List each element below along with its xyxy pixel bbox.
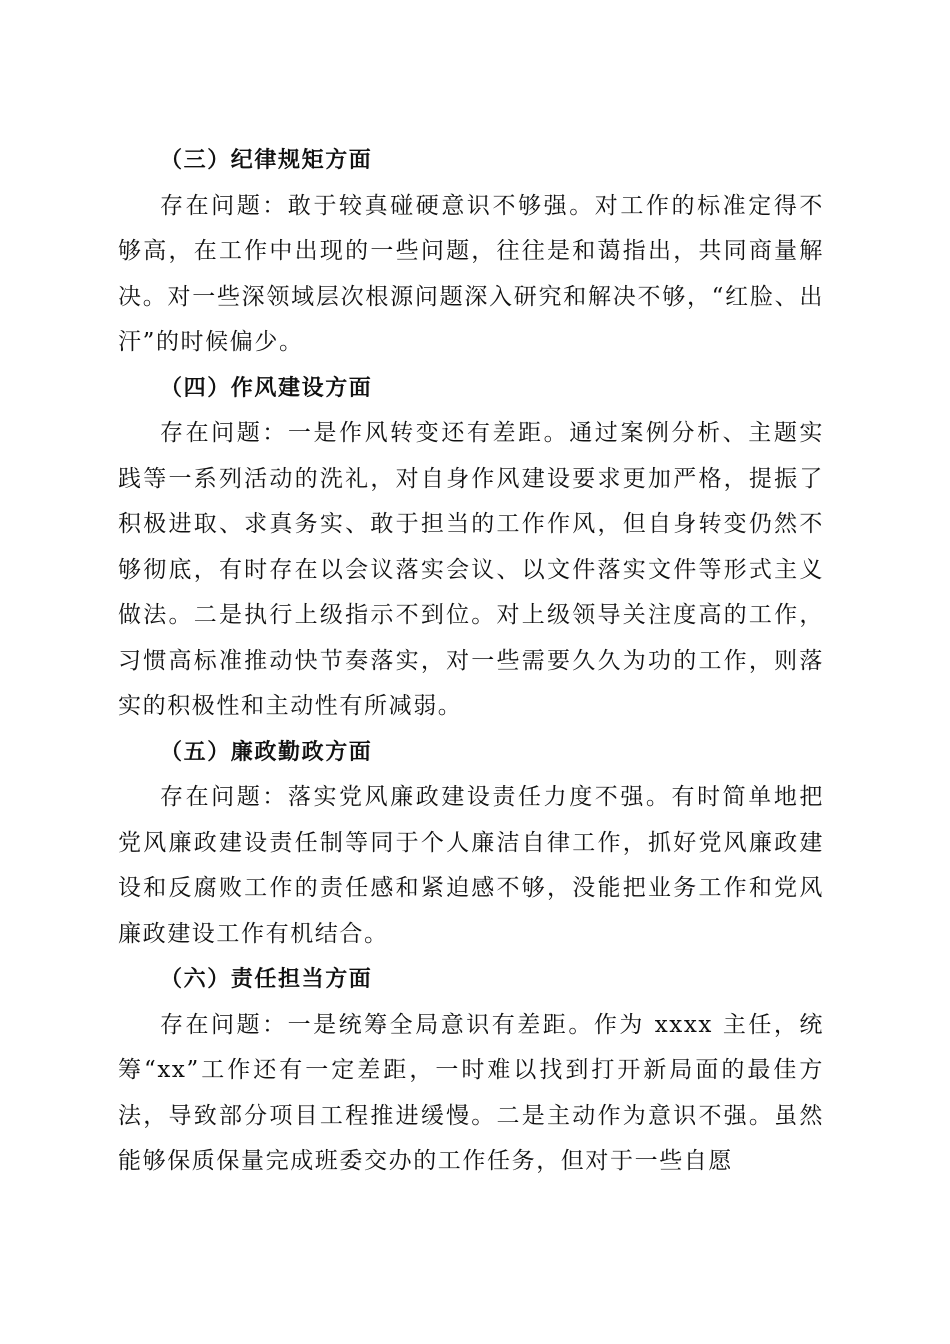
- section-body-work-style: 存在问题：一是作风转变还有差距。通过案例分析、主题实践等一系列活动的洗礼，对自身作风建设要求更加严格，提振了积极进取、求真务实、敢于担当的工作作风，但自身转变仍然不够彻底，有时存在以会议落实会议、以文件落实文件等形式主义做法。二是执行上级指示不到位。对上级领导关注度高的工作，习惯高标准推动快节奏落实，对一些需要久久为功的工作，则落实的积极性和主动性有所减弱。: [118, 420, 824, 719]
- section-body-integrity: 存在问题：落实党风廉政建设责任力度不强。有时简单地把党风廉政建设责任制等同于个人廉洁自律工作，抓好党风廉政建设和反腐败工作的责任感和紧迫感不够，没能把业务工作和党风廉政建设工作有机结合。: [118, 784, 824, 947]
- section-heading-discipline: （三）纪律规矩方面: [160, 147, 373, 173]
- section-body-discipline: 存在问题：敢于较真碰硬意识不够强。对工作的标准定得不够高，在工作中出现的一些问题，往往是和蔼指出，共同商量解决。对一些深领域层次根源问题深入研究和解决不够，“红脸、出汗”的时候偏少。: [118, 192, 824, 355]
- section-heading-integrity: （五）廉政勤政方面: [160, 738, 373, 765]
- section-heading-work-style: （四）作风建设方面: [160, 374, 373, 401]
- section-heading-responsibility: （六）责任担当方面: [160, 966, 373, 992]
- document-body: [118, 138, 824, 1185]
- section-body-responsibility: 存在问题：一是统筹全局意识有差距。作为 xxxx 主任，统筹“xx”工作还有一定差距，一时难以找到打开新局面的最佳方法，导致部分项目工程推进缓慢。二是主动作为意识不强。虽然能够保质保量完成班委交办的工作任务，但对于一些自愿: [118, 1011, 824, 1174]
